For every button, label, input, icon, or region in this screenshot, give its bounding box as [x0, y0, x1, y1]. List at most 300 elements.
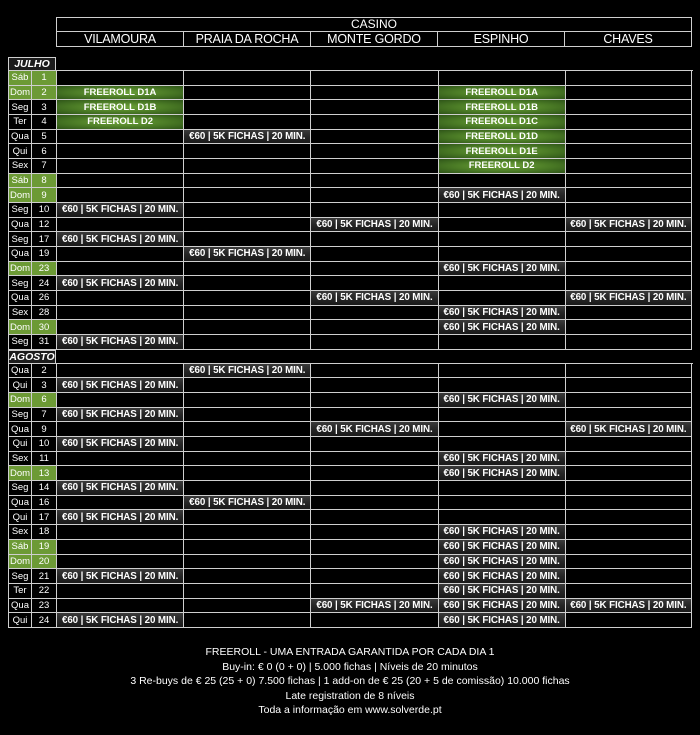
schedule-row — [8, 481, 693, 496]
date-cell: 9 — [31, 422, 56, 437]
tournament-label: €60 | 5K FICHAS | 20 MIN. — [443, 614, 560, 626]
tournament-label: €60 | 5K FICHAS | 20 MIN. — [443, 467, 560, 479]
event-cell-praia-da-rocha — [183, 437, 310, 452]
event-cell-espinho — [438, 130, 565, 145]
event-cell-chaves — [565, 262, 692, 277]
casino-header — [56, 17, 692, 47]
event-cell-monte-gordo — [310, 525, 437, 540]
event-cell-praia-da-rocha — [183, 71, 310, 86]
event-cell-vilamoura — [56, 408, 183, 423]
date-cell: 16 — [31, 496, 56, 511]
event-cell-praia-da-rocha — [183, 335, 310, 350]
weekday-cell: Seg — [8, 203, 31, 218]
event-cell-chaves — [565, 466, 692, 481]
event-cell-chaves — [565, 496, 692, 511]
weekday-cell: Qui — [8, 613, 31, 628]
event-cell-espinho — [438, 378, 565, 393]
event-cell-praia-da-rocha — [183, 452, 310, 467]
event-cell-praia-da-rocha — [183, 320, 310, 335]
event-cell-chaves — [565, 584, 692, 599]
tournament-label: €60 | 5K FICHAS | 20 MIN. — [61, 438, 179, 450]
event-cell-chaves — [565, 203, 692, 218]
event-cell-vilamoura — [56, 569, 183, 584]
event-cell-praia-da-rocha — [183, 262, 310, 277]
event-cell-chaves — [565, 599, 692, 614]
event-cell-praia-da-rocha — [183, 393, 310, 408]
event-cell-praia-da-rocha — [183, 525, 310, 540]
event-cell-monte-gordo — [310, 71, 437, 86]
event-cell-espinho — [438, 71, 565, 86]
event-cell-praia-da-rocha — [183, 144, 310, 159]
tournament-info — [0, 645, 700, 718]
schedule-row — [8, 320, 693, 335]
event-cell-chaves — [565, 276, 692, 291]
event-cell-espinho — [438, 262, 565, 277]
event-cell-chaves — [565, 335, 692, 350]
tournament-label: €60 | 5K FICHAS | 20 MIN. — [61, 614, 179, 626]
event-cell-praia-da-rocha — [183, 569, 310, 584]
event-cell-vilamoura — [56, 555, 183, 570]
event-cell-espinho — [438, 218, 565, 233]
event-cell-monte-gordo — [310, 188, 437, 203]
event-cell-espinho — [438, 555, 565, 570]
event-cell-espinho — [438, 174, 565, 189]
tournament-label: €60 | 5K FICHAS | 20 MIN. — [316, 423, 433, 435]
freeroll-label: FREEROLL D2 — [468, 160, 535, 172]
event-cell-chaves — [565, 71, 692, 86]
weekday-cell: Seg — [8, 335, 31, 350]
event-cell-espinho — [438, 525, 565, 540]
schedule-row — [8, 232, 693, 247]
event-cell-vilamoura — [56, 291, 183, 306]
event-cell-chaves — [565, 188, 692, 203]
schedule-row — [8, 510, 693, 525]
schedule-row — [8, 144, 693, 159]
event-cell-espinho — [438, 144, 565, 159]
event-cell-espinho — [438, 569, 565, 584]
weekday-cell: Qua — [8, 218, 31, 233]
date-cell: 24 — [31, 613, 56, 628]
weekday-cell: Ter — [8, 115, 31, 130]
freeroll-label: FREEROLL D1B — [83, 101, 157, 113]
event-cell-monte-gordo — [310, 218, 437, 233]
weekday-cell: Seg — [8, 481, 31, 496]
event-cell-monte-gordo — [310, 599, 437, 614]
weekday-cell: Qua — [8, 364, 31, 379]
event-cell-vilamoura — [56, 218, 183, 233]
event-cell-praia-da-rocha — [183, 510, 310, 525]
tournament-label: €60 | 5K FICHAS | 20 MIN. — [443, 541, 560, 553]
event-cell-chaves — [565, 555, 692, 570]
event-cell-vilamoura — [56, 496, 183, 511]
event-cell-espinho — [438, 496, 565, 511]
schedule-grid — [8, 57, 693, 628]
schedule-row — [8, 130, 693, 145]
tournament-label: €60 | 5K FICHAS | 20 MIN. — [61, 233, 179, 245]
schedule-row — [8, 100, 693, 115]
info-line-rebuys: 3 Re-buys de € 25 (25 + 0) 7.500 fichas | 1 add-on de € 25 (20 + 5 de comissão) 10.000 fichas — [130, 675, 570, 687]
event-cell-vilamoura — [56, 247, 183, 262]
event-cell-espinho — [438, 276, 565, 291]
event-cell-praia-da-rocha — [183, 276, 310, 291]
date-cell: 22 — [31, 584, 56, 599]
freeroll-label: FREEROLL D1C — [465, 116, 538, 128]
event-cell-monte-gordo — [310, 422, 437, 437]
weekday-cell: Ter — [8, 584, 31, 599]
tournament-label: €60 | 5K FICHAS | 20 MIN. — [61, 511, 179, 523]
event-cell-monte-gordo — [310, 437, 437, 452]
event-cell-praia-da-rocha — [183, 378, 310, 393]
event-cell-vilamoura — [56, 378, 183, 393]
date-cell: 23 — [31, 262, 56, 277]
event-cell-praia-da-rocha — [183, 599, 310, 614]
date-cell: 3 — [31, 378, 56, 393]
date-cell: 4 — [31, 115, 56, 130]
schedule-row — [8, 569, 693, 584]
month-label: JULHO — [8, 57, 56, 71]
weekday-cell: Qui — [8, 510, 31, 525]
schedule-row — [8, 203, 693, 218]
event-cell-espinho — [438, 335, 565, 350]
schedule-row — [8, 555, 693, 570]
date-cell: 11 — [31, 452, 56, 467]
date-cell: 28 — [31, 306, 56, 321]
tournament-label: €60 | 5K FICHAS | 20 MIN. — [443, 526, 560, 538]
event-cell-vilamoura — [56, 130, 183, 145]
event-cell-espinho — [438, 100, 565, 115]
column-header-vilamoura: VILAMOURA — [84, 32, 156, 46]
event-cell-vilamoura — [56, 481, 183, 496]
tournament-label: €60 | 5K FICHAS | 20 MIN. — [61, 336, 179, 348]
event-cell-monte-gordo — [310, 335, 437, 350]
event-cell-vilamoura — [56, 100, 183, 115]
date-cell: 30 — [31, 320, 56, 335]
event-cell-chaves — [565, 144, 692, 159]
freeroll-label: FREEROLL D1A — [83, 87, 157, 98]
freeroll-label: FREEROLL D1B — [465, 101, 538, 113]
event-cell-chaves — [565, 159, 692, 174]
schedule-row — [8, 247, 693, 262]
date-cell: 7 — [31, 159, 56, 174]
event-cell-chaves — [565, 378, 692, 393]
tournament-label: €60 | 5K FICHAS | 20 MIN. — [443, 189, 560, 201]
event-cell-praia-da-rocha — [183, 408, 310, 423]
event-cell-espinho — [438, 86, 565, 101]
event-cell-praia-da-rocha — [183, 481, 310, 496]
schedule-row — [8, 262, 693, 277]
schedule-row — [8, 378, 693, 393]
schedule-row — [8, 335, 693, 350]
weekday-cell: Qua — [8, 247, 31, 262]
event-cell-vilamoura — [56, 540, 183, 555]
event-cell-espinho — [438, 481, 565, 496]
month-divider — [56, 350, 693, 364]
event-cell-monte-gordo — [310, 203, 437, 218]
event-cell-espinho — [438, 320, 565, 335]
schedule-row — [8, 364, 693, 379]
event-cell-vilamoura — [56, 86, 183, 101]
tournament-label: €60 | 5K FICHAS | 20 MIN. — [570, 423, 687, 435]
event-cell-monte-gordo — [310, 320, 437, 335]
event-cell-praia-da-rocha — [183, 584, 310, 599]
event-cell-vilamoura — [56, 159, 183, 174]
event-cell-vilamoura — [56, 115, 183, 130]
weekday-cell: Seg — [8, 408, 31, 423]
event-cell-praia-da-rocha — [183, 174, 310, 189]
tournament-label: €60 | 5K FICHAS | 20 MIN. — [61, 277, 179, 289]
event-cell-vilamoura — [56, 364, 183, 379]
weekday-cell: Dom — [8, 262, 31, 277]
event-cell-vilamoura — [56, 452, 183, 467]
schedule-row — [8, 584, 693, 599]
schedule-row — [8, 393, 693, 408]
weekday-cell: Sex — [8, 452, 31, 467]
event-cell-espinho — [438, 408, 565, 423]
event-cell-vilamoura — [56, 525, 183, 540]
tournament-label: €60 | 5K FICHAS | 20 MIN. — [189, 497, 306, 509]
tournament-label: €60 | 5K FICHAS | 20 MIN. — [61, 379, 179, 391]
event-cell-espinho — [438, 466, 565, 481]
tournament-label: €60 | 5K FICHAS | 20 MIN. — [316, 219, 433, 231]
schedule-row — [8, 525, 693, 540]
date-cell: 13 — [31, 466, 56, 481]
event-cell-monte-gordo — [310, 393, 437, 408]
tournament-label: €60 | 5K FICHAS | 20 MIN. — [189, 365, 306, 377]
event-cell-monte-gordo — [310, 306, 437, 321]
event-cell-monte-gordo — [310, 584, 437, 599]
event-cell-monte-gordo — [310, 555, 437, 570]
tournament-label: €60 | 5K FICHAS | 20 MIN. — [443, 585, 560, 597]
weekday-cell: Qua — [8, 130, 31, 145]
date-cell: 3 — [31, 100, 56, 115]
event-cell-espinho — [438, 599, 565, 614]
date-cell: 12 — [31, 218, 56, 233]
event-cell-praia-da-rocha — [183, 159, 310, 174]
freeroll-label: FREEROLL D1E — [465, 145, 538, 157]
tournament-label: €60 | 5K FICHAS | 20 MIN. — [443, 570, 560, 582]
date-cell: 10 — [31, 203, 56, 218]
event-cell-chaves — [565, 393, 692, 408]
event-cell-vilamoura — [56, 276, 183, 291]
event-cell-monte-gordo — [310, 276, 437, 291]
date-cell: 18 — [31, 525, 56, 540]
event-cell-monte-gordo — [310, 496, 437, 511]
event-cell-praia-da-rocha — [183, 100, 310, 115]
event-cell-chaves — [565, 437, 692, 452]
event-cell-praia-da-rocha — [183, 130, 310, 145]
weekday-cell: Dom — [8, 188, 31, 203]
weekday-cell: Dom — [8, 466, 31, 481]
weekday-cell: Sáb — [8, 174, 31, 189]
event-cell-monte-gordo — [310, 100, 437, 115]
schedule-row — [8, 291, 693, 306]
event-cell-vilamoura — [56, 584, 183, 599]
event-cell-chaves — [565, 174, 692, 189]
event-cell-espinho — [438, 232, 565, 247]
event-cell-monte-gordo — [310, 130, 437, 145]
event-cell-espinho — [438, 393, 565, 408]
event-cell-espinho — [438, 364, 565, 379]
event-cell-monte-gordo — [310, 452, 437, 467]
event-cell-monte-gordo — [310, 364, 437, 379]
event-cell-espinho — [438, 159, 565, 174]
event-cell-espinho — [438, 203, 565, 218]
event-cell-vilamoura — [56, 174, 183, 189]
date-cell: 21 — [31, 569, 56, 584]
event-cell-chaves — [565, 510, 692, 525]
schedule-row — [8, 599, 693, 614]
date-cell: 17 — [31, 232, 56, 247]
tournament-label: €60 | 5K FICHAS | 20 MIN. — [61, 409, 179, 421]
weekday-cell: Dom — [8, 320, 31, 335]
event-cell-praia-da-rocha — [183, 203, 310, 218]
event-cell-chaves — [565, 232, 692, 247]
info-line-buyin: Buy-in: € 0 (0 + 0) | 5.000 fichas | Níveis de 20 minutos — [222, 660, 478, 673]
event-cell-praia-da-rocha — [183, 496, 310, 511]
event-cell-espinho — [438, 291, 565, 306]
weekday-cell: Dom — [8, 86, 31, 101]
weekday-cell: Qui — [8, 437, 31, 452]
event-cell-vilamoura — [56, 232, 183, 247]
event-cell-chaves — [565, 613, 692, 628]
event-cell-chaves — [565, 247, 692, 262]
event-cell-praia-da-rocha — [183, 86, 310, 101]
event-cell-chaves — [565, 569, 692, 584]
event-cell-praia-da-rocha — [183, 232, 310, 247]
date-cell: 19 — [31, 540, 56, 555]
event-cell-espinho — [438, 510, 565, 525]
tournament-label: €60 | 5K FICHAS | 20 MIN. — [443, 321, 560, 333]
event-cell-monte-gordo — [310, 510, 437, 525]
event-cell-chaves — [565, 540, 692, 555]
event-cell-vilamoura — [56, 393, 183, 408]
event-cell-chaves — [565, 364, 692, 379]
month-label: AGOSTO — [9, 350, 55, 363]
event-cell-monte-gordo — [310, 291, 437, 306]
event-cell-praia-da-rocha — [183, 291, 310, 306]
weekday-cell: Qui — [8, 378, 31, 393]
event-cell-monte-gordo — [310, 232, 437, 247]
event-cell-espinho — [438, 247, 565, 262]
tournament-label: €60 | 5K FICHAS | 20 MIN. — [443, 555, 560, 567]
event-cell-vilamoura — [56, 188, 183, 203]
event-cell-vilamoura — [56, 320, 183, 335]
weekday-cell: Qua — [8, 496, 31, 511]
info-line-late-registration: Late registration de 8 níveis — [285, 689, 415, 702]
month-divider — [56, 57, 693, 71]
event-cell-monte-gordo — [310, 540, 437, 555]
event-cell-monte-gordo — [310, 144, 437, 159]
schedule-row — [8, 408, 693, 423]
event-cell-espinho — [438, 613, 565, 628]
event-cell-monte-gordo — [310, 569, 437, 584]
event-cell-praia-da-rocha — [183, 613, 310, 628]
schedule-row — [8, 422, 693, 437]
date-cell: 9 — [31, 188, 56, 203]
event-cell-chaves — [565, 452, 692, 467]
event-cell-vilamoura — [56, 510, 183, 525]
date-cell: 2 — [31, 364, 56, 379]
event-cell-espinho — [438, 188, 565, 203]
date-cell: 19 — [31, 247, 56, 262]
event-cell-vilamoura — [56, 306, 183, 321]
weekday-cell: Qua — [8, 422, 31, 437]
tournament-label: €60 | 5K FICHAS | 20 MIN. — [61, 570, 179, 582]
tournament-label: €60 | 5K FICHAS | 20 MIN. — [570, 292, 687, 304]
event-cell-praia-da-rocha — [183, 466, 310, 481]
event-cell-vilamoura — [56, 599, 183, 614]
weekday-cell: Qua — [8, 291, 31, 306]
event-cell-praia-da-rocha — [183, 218, 310, 233]
weekday-cell: Seg — [8, 100, 31, 115]
schedule-row — [8, 218, 693, 233]
event-cell-chaves — [565, 306, 692, 321]
tournament-label: €60 | 5K FICHAS | 20 MIN. — [61, 482, 179, 494]
date-cell: 1 — [31, 71, 56, 86]
date-cell: 6 — [31, 144, 56, 159]
date-cell: 14 — [31, 481, 56, 496]
tournament-label: €60 | 5K FICHAS | 20 MIN. — [443, 453, 560, 465]
tournament-label: €60 | 5K FICHAS | 20 MIN. — [189, 131, 306, 143]
event-cell-monte-gordo — [310, 174, 437, 189]
date-cell: 10 — [31, 437, 56, 452]
event-cell-monte-gordo — [310, 466, 437, 481]
weekday-cell: Sáb — [8, 71, 31, 86]
date-cell: 31 — [31, 335, 56, 350]
weekday-cell: Qui — [8, 144, 31, 159]
date-cell: 2 — [31, 86, 56, 101]
schedule-row — [8, 496, 693, 511]
event-cell-chaves — [565, 115, 692, 130]
date-cell: 8 — [31, 174, 56, 189]
weekday-cell: Seg — [8, 569, 31, 584]
event-cell-monte-gordo — [310, 613, 437, 628]
date-cell: 24 — [31, 276, 56, 291]
event-cell-chaves — [565, 422, 692, 437]
tournament-label: €60 | 5K FICHAS | 20 MIN. — [316, 599, 433, 611]
event-cell-vilamoura — [56, 203, 183, 218]
freeroll-label: FREEROLL D1A — [465, 87, 538, 98]
event-cell-praia-da-rocha — [183, 364, 310, 379]
event-cell-monte-gordo — [310, 159, 437, 174]
event-cell-espinho — [438, 306, 565, 321]
date-cell: 7 — [31, 408, 56, 423]
weekday-cell: Sex — [8, 159, 31, 174]
event-cell-espinho — [438, 422, 565, 437]
month-header — [8, 57, 693, 71]
schedule-row — [8, 188, 693, 203]
casino-title: CASINO — [57, 18, 691, 32]
event-cell-vilamoura — [56, 71, 183, 86]
date-cell: 6 — [31, 393, 56, 408]
tournament-label: €60 | 5K FICHAS | 20 MIN. — [443, 263, 560, 275]
event-cell-praia-da-rocha — [183, 422, 310, 437]
info-line-freeroll: FREEROLL - UMA ENTRADA GARANTIDA POR CADA DIA 1 — [205, 646, 495, 658]
tournament-label: €60 | 5K FICHAS | 20 MIN. — [189, 248, 306, 260]
event-cell-espinho — [438, 540, 565, 555]
weekday-cell: Sex — [8, 306, 31, 321]
event-cell-chaves — [565, 218, 692, 233]
tournament-label: €60 | 5K FICHAS | 20 MIN. — [443, 599, 560, 611]
event-cell-espinho — [438, 115, 565, 130]
event-cell-praia-da-rocha — [183, 115, 310, 130]
event-cell-monte-gordo — [310, 481, 437, 496]
weekday-cell: Dom — [8, 393, 31, 408]
date-cell: 23 — [31, 599, 56, 614]
weekday-cell: Seg — [8, 276, 31, 291]
schedule-row — [8, 613, 693, 628]
event-cell-chaves — [565, 408, 692, 423]
